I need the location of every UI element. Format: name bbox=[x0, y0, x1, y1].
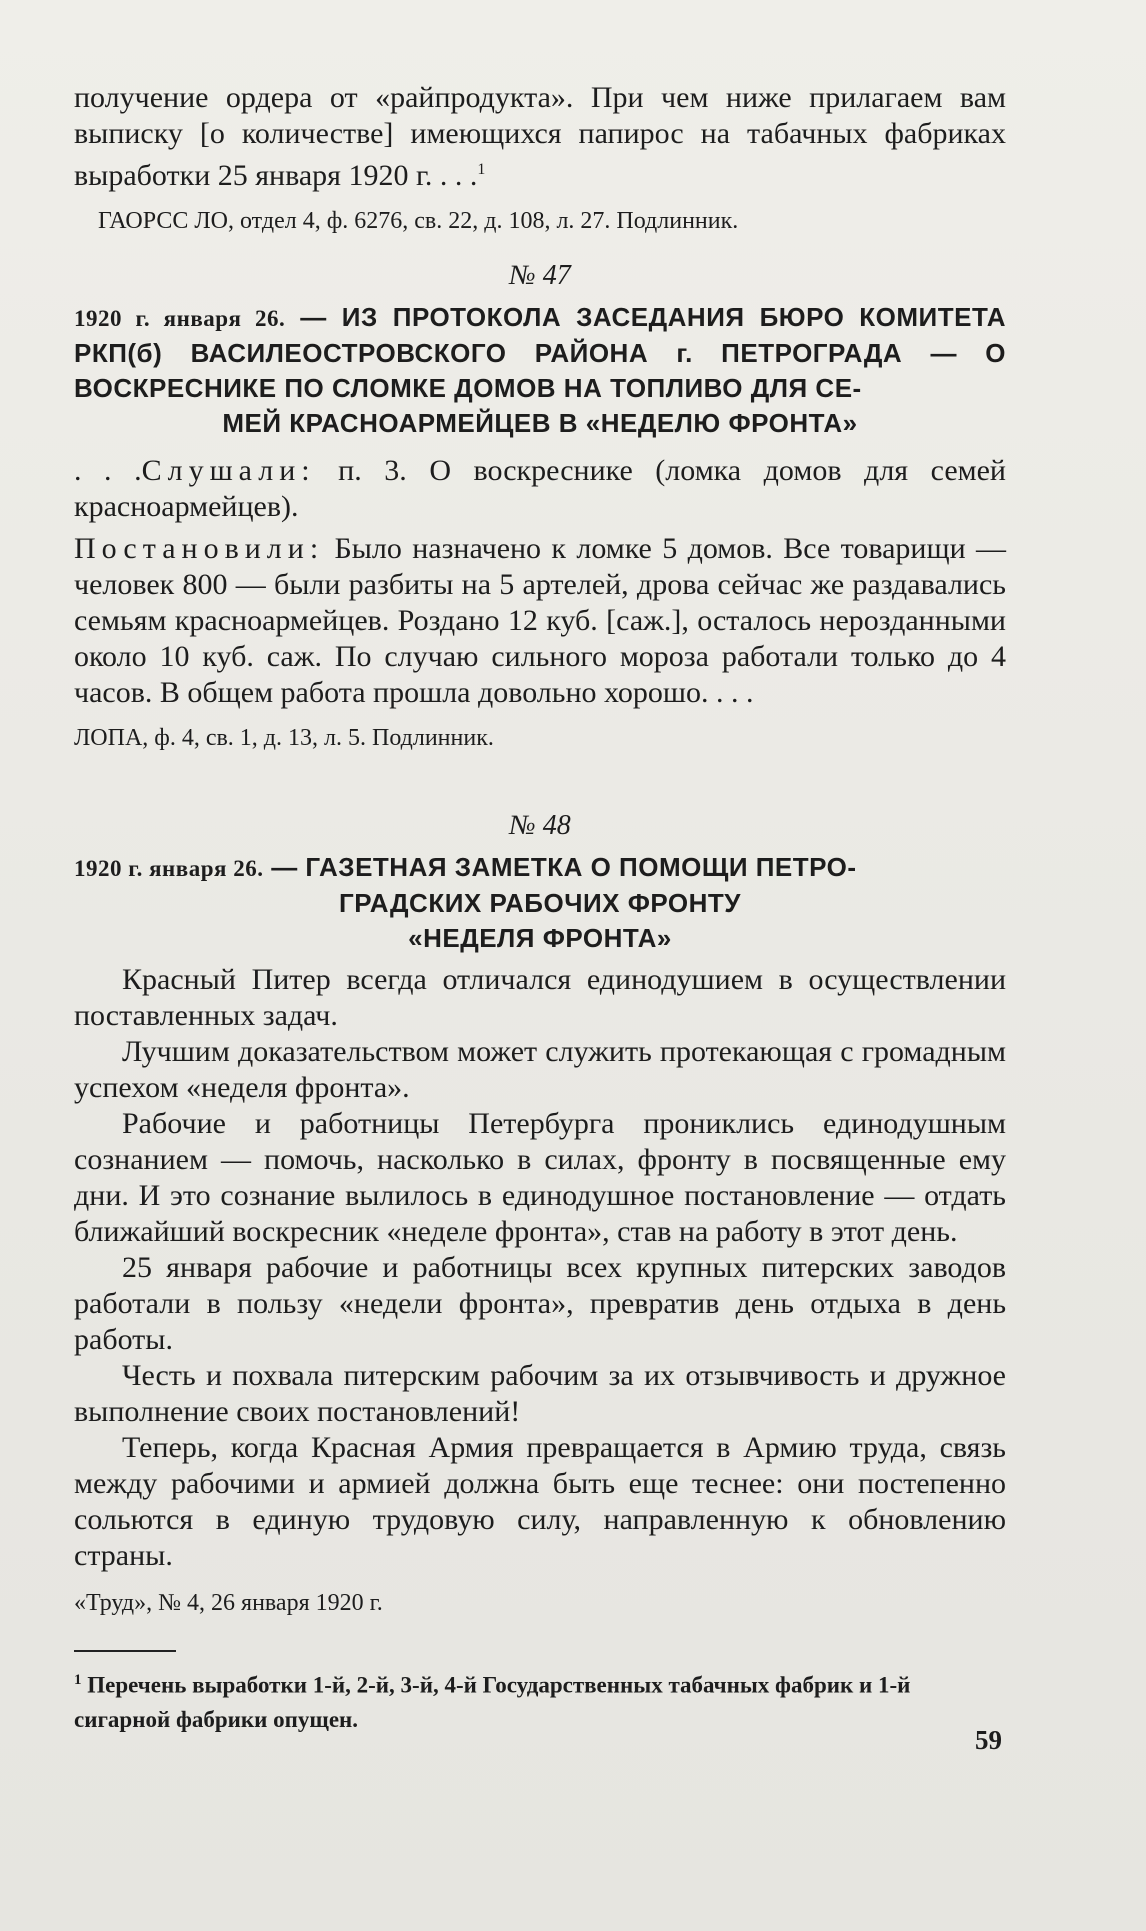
doc47-heard: . . .Слушали: п. 3. О воскреснике (ломка домов для семей красноармейцев). bbox=[74, 454, 1006, 523]
doc48-title-line2: ГРАДСКИХ РАБОЧИХ ФРОНТУ bbox=[339, 888, 741, 918]
footnote-text: $^1$ Перечень выработки 1-й, 2-й, 3-й, 4-й Государственных табачных фабрик и 1-й сигарной фабрики опущен. bbox=[74, 1672, 911, 1732]
footnote bbox=[74, 1663, 1006, 1737]
intro-paragraph: получение ордера от «райпродукта». При чем ниже прилагаем вам выписку [о количестве] имеющихся папирос на табачных фабриках выработки 25 января 1920 г. . . .$^1$ bbox=[74, 81, 1006, 192]
doc48-paragraph: Теперь, когда Красная Армия превращается в Армию труда, связь между рабочими и армией должна быть еще теснее: они постепенно сольются в единую трудовую силу, направленную к обновлению страны. bbox=[74, 1431, 1006, 1572]
doc47-title: 1920 г. января 26. — ИЗ ПРОТОКОЛА ЗАСЕДАНИЯ БЮРО КОМИТЕТА РКП(б) ВАСИЛЕОСТРОВСКОГО РАЙОНА г. ПЕТРОГРАДА — О ВОСКРЕСНИКЕ ПО СЛОМКЕ ДОМОВ НА ТОПЛИВО ДЛЯ СЕ- bbox=[74, 302, 1006, 403]
doc48-paragraph: 25 января рабочие и работницы всех крупных питерских заводов работали в пользу «недели фронта», превратив день отдыха в день работы. bbox=[74, 1251, 1006, 1356]
doc48-title-line3: «НЕДЕЛЯ ФРОНТА» bbox=[408, 923, 672, 953]
intro-section bbox=[74, 80, 1006, 238]
doc48-paragraph: Рабочие и работницы Петербурга прониклись единодушным сознанием — помочь, насколько в силах, фронту в посвященные ему дни. И это сознание вылилось в единодушное постановление — отдать ближайший воскресник «неделе фронта», став на работу в этот день. bbox=[74, 1107, 1006, 1248]
doc47-source: ЛОПА, ф. 4, св. 1, д. 13, л. 5. Подлинник. bbox=[74, 725, 494, 751]
doc48-title: 1920 г. января 26. — ГАЗЕТНАЯ ЗАМЕТКА О ПОМОЩИ ПЕТРО- bbox=[74, 852, 857, 882]
document-48 bbox=[74, 808, 1006, 1620]
doc48-body bbox=[74, 962, 1006, 1574]
doc48-paragraph: Честь и похвала питерским рабочим за их отзывчивость и дружное выполнение своих постановлений! bbox=[74, 1359, 1006, 1428]
doc47-number: № 47 bbox=[509, 260, 571, 291]
doc48-paragraph: Лучшим доказательством может служить протекающая с громадным успехом «неделя фронта». bbox=[74, 1035, 1006, 1104]
intro-source: ГАОРСС ЛО, отдел 4, ф. 6276, св. 22, д. 108, л. 27. Подлинник. bbox=[98, 208, 739, 234]
doc48-number: № 48 bbox=[509, 810, 571, 841]
footnote-rule bbox=[74, 1650, 176, 1652]
page-number: 59 bbox=[975, 1725, 1002, 1755]
document-47 bbox=[74, 258, 1006, 755]
doc48-source: «Труд», № 4, 26 января 1920 г. bbox=[74, 1590, 383, 1616]
doc47-date: 1920 г. января 26. bbox=[74, 306, 286, 331]
doc47-resolved: Постановили: Было назначено к ломке 5 домов. Все товарищи — человек 800 — были разбиты на 5 артелей, дрова сейчас же раздавались семьям красноармейцев. Роздано 12 куб. [саж.], осталось нерозданными около 10 куб. саж. По случаю сильного мороза работали только до 4 часов. В общем работа прошла довольно хорошо. . . . bbox=[74, 532, 1006, 709]
doc47-title-end: МЕЙ КРАСНОАРМЕЙЦЕВ В «НЕДЕЛЮ ФРОНТА» bbox=[222, 408, 858, 438]
doc48-paragraph: Красный Питер всегда отличался единодушием в осуществлении поставленных задач. bbox=[74, 963, 1006, 1032]
doc48-date: 1920 г. января 26. bbox=[74, 856, 264, 881]
footnote-ref: 1 bbox=[477, 161, 486, 178]
